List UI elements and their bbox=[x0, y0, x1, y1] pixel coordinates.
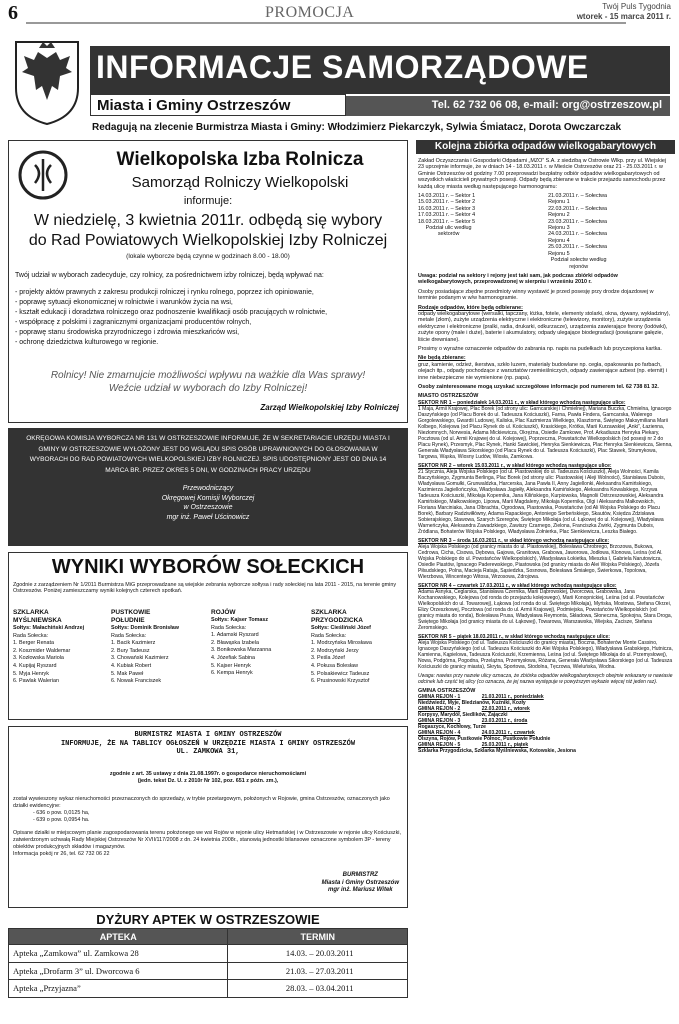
sector-block bbox=[418, 634, 673, 670]
list-item: 15.03.2011 r. – Sektor 2 bbox=[418, 199, 476, 206]
list-item: 3. Peśla Józef bbox=[311, 655, 345, 662]
region-heading: GMINA REJON - 1 bbox=[418, 694, 461, 701]
village-name: SZKLARKA bbox=[13, 609, 49, 616]
column-header: APTEKA bbox=[9, 929, 228, 945]
list-item: 6. Nowak Franciszek bbox=[111, 678, 162, 685]
bulky-waste-body bbox=[416, 154, 675, 754]
council-label: Rada Sołecka: bbox=[111, 632, 147, 639]
list-item: 2. Bławąska Izabela bbox=[211, 639, 259, 646]
region-block bbox=[418, 742, 673, 754]
column-header: TERMIN bbox=[228, 929, 408, 945]
header-contact: Tel. 62 732 06 08, e-mail: org@ostrzeszow.pl bbox=[431, 99, 662, 111]
list-item: 25.03.2011 r. – Sołectwa Rejonu 5 bbox=[548, 244, 608, 257]
top-rule bbox=[26, 22, 626, 24]
region-date: 22.03.2011 r., wtorek bbox=[481, 706, 530, 713]
commune-list bbox=[418, 694, 673, 754]
okw-notice bbox=[8, 428, 408, 546]
schedule-note: Podział ulic według sektorów bbox=[425, 225, 472, 238]
region-villages: Rogaszyce, Kochłowy, Turze bbox=[418, 724, 486, 731]
schedule-commune bbox=[548, 193, 673, 270]
region-date: 24.03.2011 r., czwartek bbox=[481, 730, 535, 737]
region-date: 21.03.2011 r., poniedziałek bbox=[481, 694, 544, 701]
mayor-notice bbox=[8, 726, 408, 908]
list-item: 1. Bacik Kazimierz bbox=[111, 640, 156, 647]
editors-line: Redagują na zlecenie Burmistrza Miasta i Gminy: Włodzimierz Piekarczyk, Sylwia Śmiatacz, Dorota Owczarczak bbox=[92, 122, 622, 133]
wir-note: (lokale wyborcze będą czynne w godzinach 8.00 - 18.00) bbox=[126, 253, 290, 260]
sector-block bbox=[418, 538, 673, 580]
soltys-intro: Zgodnie z zarządzeniem Nr 1/2011 Burmistrza MiG przeprowadzane są wiejskie zebrania wyborcze sołtysa i rady sołeckiej na lata 2011 - 2015, na terenie gminy Ostrzeszów. Poniżej zamieszczamy wyniki kolejnych czterech spotkań. bbox=[13, 582, 397, 595]
rejected-heading: Nie będą zbierane: bbox=[418, 355, 466, 362]
wir-appeal bbox=[9, 369, 407, 395]
table-row bbox=[9, 945, 408, 963]
region-heading: GMINA REJON - 3 bbox=[418, 718, 461, 725]
sector-streets: 1 Maja, Armii Krajowej, Plac Borek (od strony ulic: Garncarskiej i Chmielnej), Mariana Buczka, Chmielna, Ignacego Daszyńskiego (od Placu Borek do ul. Tadeusza Kościuszki), Farna, Pawła Findera, Garncarska, Walerego Gorgolewskiego, Gwardii Ludowej, Kaliska, Plac Kazimierza Wielkiego, Klasztorna, Świętego Maksymiliana Marii Kolbego, Kolejowa (od Placu Rynek do ul. Kościuszki), Krasickiego, Krótka, Marii Kurzawskiej „Anki”, Łazienna, Niezłomnych, Norwesia, Adama Mickiewicza, Okrężna, Osiedle Zamkowe, Prof. Arkadiusza Henryka Piekary, Pocztowa (od ul. Armii Krajowej do ul. Kolejowej), Poprzeczna, Powstańców Wielkopolskich (od posesji nr 2 do Placu Rynek), Przesmyk, Plac Rynek, Hanki Sawickiej, Henryka Sienkiewicza, Plac Henryka Sienkiewicza, Sienna, Generała Władysława Sikorskiego (od Placu Rynek do ul. Tadeusza Kościuszki), Plac Stawek, Strumykowa, Targowa, Wąska, Wiosny Ludów, Wiosła, Zamkowa. bbox=[418, 405, 673, 460]
header-subtitle-box bbox=[90, 94, 346, 116]
village-column bbox=[211, 609, 309, 678]
list-item: 5. Polsakiewicz Tadeusz bbox=[311, 670, 370, 677]
region-block bbox=[418, 718, 673, 730]
contact-paragraph: Osoby zainteresowane mogą uzyskać szczegółowe informacje pod numerem tel. 62 738 81 32. bbox=[418, 384, 659, 390]
wir-intro: Twój udział w wyborach zadecyduje, czy rolnicy, za pośrednictwem izby rolniczej, będą wpływać na: bbox=[15, 272, 324, 279]
header-subtitle: Miasta i Gminy Ostrzeszów bbox=[97, 97, 291, 114]
sector-block bbox=[418, 400, 673, 460]
header-title: INFORMACJE SAMORZĄDOWE bbox=[96, 49, 589, 85]
list-item: 4. Józefiak Sabina bbox=[211, 654, 256, 661]
list-item: 21.03.2011 r. – Sołectwa Rejonu 1 bbox=[548, 193, 608, 206]
sector-heading: SEKTOR NR 3 – środa 16.03.2011 r., w skład którego wchodzą następujące ulice: bbox=[418, 537, 610, 544]
village-column bbox=[311, 609, 409, 686]
wir-headline-2: do Rad Powiatowych Wielkopolskiej Izby Rolniczej bbox=[28, 232, 388, 249]
list-item: 3. Chowański Kazimierz bbox=[111, 655, 169, 662]
region-villages: Niedźwiedź, Myje, Bledzianów, Kuźniki, Kozły bbox=[418, 700, 526, 707]
village-name: PRZYGODZICKA bbox=[311, 617, 363, 624]
list-item: 2. Bury Tadeusz bbox=[111, 647, 150, 654]
wir-name: Wielkopolska Izba Rolnicza bbox=[116, 149, 364, 170]
region-date: 23.03.2011 r., środa bbox=[481, 718, 528, 725]
okw-sign-line: Przewodniczący bbox=[182, 485, 234, 492]
council-label: Rada Sołecka: bbox=[211, 624, 247, 631]
pharmacy-cell: Apteka „Przyjazna” bbox=[9, 980, 228, 998]
term-cell: 28.03. – 03.04.2011 bbox=[228, 980, 408, 998]
wir-logo-icon bbox=[17, 149, 69, 201]
term-cell: 14.03. – 20.03.2011 bbox=[228, 945, 408, 963]
council-label: Rada Sołecka: bbox=[13, 632, 49, 639]
bulky-waste-title: Kolejna zbiórka odpadów wielkogabarytowych bbox=[416, 140, 675, 154]
legal-line: (jedn. tekst Dz. U. z 2010r Nr 102, poz. 651 z późn. zm.), bbox=[137, 778, 279, 784]
accepted-heading: Rodzaje odpadów, które będą odbierane: bbox=[418, 304, 523, 311]
sector-streets: Adama Asnyka, Ceglarska, Stanisława Czernika, Marii Dąbrowskiej, Dworcowa, Grabowska, Jana Kochanowskiego, Kolejowa (od ronda do przejazdu kolejowego), Marii Konopnickiej, Leśna (od ul. Powstańców Wielkopolskich do ul. Towarowej), Łąkowa (od ronda do ul. Świętego Mikołaja), Myńska, Mostowa, Stefana Okrzei, Elizy Orzeszkowej, Pocztowa (od ronda do ul. Armii Krajowej), Podmiejska, Powstańców Wielkopolskich (od granicy miasta do ronda), Bolesława Prusa, Władysława Reymonta, Składowa, Słoneczna, Spokojna, Stara Droga, Świętego Mikołaja (od granicy miasta do ul. Łąkowej), Towarowa, Warszawska, Wiejska, Zacisze, Stefana Żeromskiego. bbox=[418, 588, 673, 631]
city-heading: MIASTO OSTRZESZÓW bbox=[418, 393, 479, 400]
list-item: - kształt edukacji i doradztwa rolniczego oraz podnoszenie kwalifikacji osób pracujących w rolnictwie, bbox=[15, 309, 328, 316]
list-item: 2. Modrzyński Jerzy bbox=[311, 647, 359, 654]
list-item: 23.03.2011 r. – Sołectwa Rejonu 3 bbox=[548, 218, 608, 232]
sector-streets: Aleja Wojska Polskiego (od ul. Tadeusza Kościuszki do granicy miasta), Boczna, Bohaterów Monte Cassino, Ignacego Daszyńskiego (od ul. Tadeusza Kościuszki do Alei Wojska Polskiego), Władysława Grabskiego, Hutnicza, Kamienna, Kąpielowa, Tadeusza Kościuszki, Krzemienna, Leśna (od ul. Świętego Mikołaja do ul. Przemysłowej), Nowa, Podgórna, Pogodna, Przelążna, Przemysłowa, Różana, Generała Władysława Sikorskiego (od ul. Tadeusza Kościuszki do granicy miasta), Skryta, Sportowa, Stodolna, Tęczowa, Wieluńska, Wodna. bbox=[418, 639, 673, 670]
wir-headline bbox=[15, 211, 401, 251]
list-item: 1. Modrzyńska Mirosława bbox=[311, 640, 372, 647]
pharmacy-duty-table bbox=[8, 928, 408, 998]
list-item: 3. Bonikowska Marzanna bbox=[211, 647, 272, 654]
accepted-paragraph: odpady wielkogabarytowe (wersalki, tapczany, łóżka, fotele, elementy stolarki, okna, dywany, wykładziny), metale (złom), zużyte urządzenia elektryczne i elektroniczne (telewizory, monitory), zużyte urządzenia elektryczne i elektroniczne (pralki, radia, drukarki, odkurzacze), urządzenia zawierające freony (lodówki), zużyte opony (małe i duże), baterie i akumulatory, odpady ulegające biodegradacji (powiązane gałęzie, liście drewniane). bbox=[418, 310, 671, 343]
region-block bbox=[418, 694, 673, 706]
title-line: INFORMUJE, ŻE NA TABLICY OGŁOSZEŃ W URZĘDZIE MIASTA I GMINY OSTRZESZÓW bbox=[60, 739, 356, 748]
wir-appeal-2: Weźcie udział w wyborach do Izby Rolniczej! bbox=[108, 383, 308, 394]
soltys-title: WYNIKI WYBORÓW SOŁECKICH bbox=[51, 556, 365, 578]
rejected-paragraph: gruz, kamienie, odzież, ikerstwa, szkło luzem, materiały budowlane np. cegła, opakowania po farbach, olejach itp., odpady pochodzące z warsztatów rzemieślniczych, odpady zawierające azbest (np. eternit) i inne niebezpieczne nie wymienione (np. papa). bbox=[418, 361, 667, 381]
sector-heading: SEKTOR NR 2 – wtorek 15.03.2011 r., w skład którego wchodzą następujące ulice: bbox=[418, 462, 612, 469]
list-item: 5. Kajser Henryk bbox=[211, 662, 251, 669]
note-paragraph: Prosimy o wyraźne oznaczenie odpadów do zabrania np. napis na pudełkach lub przyczepiona kartka. bbox=[418, 345, 662, 352]
village-name: POŁUDNIE bbox=[111, 617, 145, 624]
list-item: 5. Mak Paweł bbox=[111, 670, 144, 677]
region-date: 25.03.2011 r., piątek bbox=[481, 742, 529, 749]
title-line: UL. ZAMKOWA 31, bbox=[176, 748, 240, 756]
sector-block bbox=[418, 583, 673, 631]
paper-masthead bbox=[577, 2, 671, 22]
intro-paragraph: Zakład Oczyszczania i Gospodarki Odpadami „MZO” S.A. z siedzibą w Ostrowie Wlkp. przy ul. Wiejskiej 23 uprzejmie informuje, że w dniach 14 - 18.03.2011 r. w Mieście Ostrzeszów oraz 21 - 25.03.2011 r. w Gminie Ostrzeszów od godziny 7.00 przeprowadzi bezpłatny odbiór odpadów wielkogabarytowych od wszystkich właścicieli prywatnych posesji. Odpady będą zbierane w trakcie przejazdu samochodu przez każdą ulicę miasta według następującego harmonogramu: bbox=[418, 158, 667, 190]
commune-heading: GMINA OSTRZESZÓW bbox=[418, 687, 476, 694]
table-row bbox=[9, 980, 408, 998]
mayor-notice-body bbox=[13, 796, 403, 858]
schedule-city bbox=[418, 193, 543, 270]
list-item: 22.03.2011 r. – Sołectwa Rejonu 2 bbox=[548, 205, 608, 219]
mayor-notice-legal bbox=[9, 771, 407, 785]
wir-subtitle: Samorząd Rolniczy Wielkopolski bbox=[131, 174, 349, 191]
header-band bbox=[90, 46, 670, 94]
section-label: PROMOCJA bbox=[265, 4, 355, 21]
mayor-signature bbox=[322, 872, 399, 895]
list-item: - współpracę z polskimi i zagranicznymi organizacjami producentów rolnych, bbox=[15, 319, 252, 326]
wir-appeal-1: Rolnicy! Nie zmarnujcie możliwości wpływu na ważkie dla Was sprawy! bbox=[50, 370, 366, 381]
table-row bbox=[9, 962, 408, 980]
sector-streets: 21 Stycznia, Aleja Wojska Polskiego (od ul. Piastowskiej do ul. Tadeusza Kościuszki), Aleja Wolności, Kamila Baczyńskiego, Zygmunta Berlinga, Plac Borek (od strony ulic: Piastowskiej i Aleji Wolności), Stanisława Dubois, Władysława Gomułki, Grunwaldzka, Harcerska, Jana Pawła II, Anny Jagiellonki, Aleksandra Kamińskiego, Kazimierza Jagiellończyka, Władysława Jagiełły, Aleksandra Kamińskiego, Aleksandra Kowalskiego, Krzywa Tadeusza Kościuszki, Mikołaja Kopernika, Jana Kilińskiego, Kurpiowska, Magnolii Ostrzeszowskiej, Aleksandra Kamińskiego, Małkowskiego, Lipowa, Marii Magdaleny, Mikołaja Kopernika, Olgi i Aleksandra Małkowskich, Floriana Marciniaka, Jana Olbrachta, Ogrodowa, Piastowska, Powstańców (od Ali Wojska Polskiego do Placu Borek), Barbary Radziwiłłówny, Adama Rapackiego, Antoniego Serbeńskiego, Skautów, Księdza Zdzisława Sobierajskiego, Stawowa, Szarych Szeregów, Świętego Mikołaja (od ul. Łąkowej do ul. Kolejowej), Władysława Warneńczyka, Aleksandra Zawadzkiego, Zawiszy Czarnego, Zielona, Franciszka Żwirki, Zygmunta Dubois, Źródlana, Bohaterów Wojska Polskiego, Władysława Żołnierka, Plac Sienkiewicza, Leszka Białego. bbox=[418, 468, 665, 535]
pharmacy-cell: Apteka „Zamkowa” ul. Zamkowa 28 bbox=[9, 945, 228, 963]
region-block bbox=[418, 730, 673, 742]
wir-informs: informuje: bbox=[183, 195, 233, 207]
sector-list bbox=[418, 400, 673, 685]
wir-signature: Zarząd Wielkopolskiej Izby Rolniczej bbox=[260, 403, 399, 412]
region-heading: GMINA REJON - 2 bbox=[418, 706, 461, 713]
list-item: 5. Myja Henryk bbox=[13, 670, 49, 677]
okw-signature bbox=[8, 484, 408, 522]
title-line: BURMISTRZ MIASTA I GMINY OSTRZESZÓW bbox=[134, 731, 282, 739]
council-label: Rada Sołecka: bbox=[311, 632, 347, 639]
wir-announcement bbox=[8, 140, 408, 423]
village-name: PUSTKOWIE bbox=[111, 609, 151, 616]
note-paragraph: Uwaga: podział na sektory i rejony jest taki sam, jak podczas zbiórki odpadów wielkogabarytowych, przeprowadzonej w sierpniu i wrześniu 2010 r. bbox=[418, 272, 618, 286]
village-election-results bbox=[8, 552, 408, 720]
wir-headline-1: W niedzielę, 3 kwietnia 2011r. odbędą się wybory bbox=[33, 212, 383, 229]
list-item: 4. Pokusa Bolesław bbox=[311, 662, 359, 669]
okw-sign-line: Okręgowej Komisji Wyborczej bbox=[161, 494, 255, 502]
list-item: 14.03.2011 r. – Sektor 1 bbox=[418, 193, 476, 200]
body-paragraph: został wywieszony wykaz nieruchomości przeznaczonych do sprzedaży, w trybie przetargowym, położonych w Rojowie, gmina Ostrzeszów, oznaczonych jako działki ewidencyjne: bbox=[13, 796, 390, 809]
schedule-note: Podział sołectw według rejonów bbox=[550, 257, 607, 270]
list-item: 4. Kupijaj Ryszard bbox=[13, 662, 57, 669]
sign-line: Miasta i Gminy Ostrzeszów bbox=[321, 879, 399, 886]
body-line: - 639 o pow. 0,0954 ha. bbox=[33, 817, 90, 823]
schedule bbox=[418, 193, 673, 270]
list-item: 1. Adamski Ryszard bbox=[211, 632, 259, 639]
body-line: Informacja pokój nr 26, tel. 62 732 06 22 bbox=[13, 851, 110, 857]
list-item: 4. Kubiak Robert bbox=[111, 662, 152, 669]
sign-line: mgr inż. Mariusz Witek bbox=[328, 887, 393, 893]
sector-note: Uwaga: nawias przy nazwie ulicy oznacza, że zbiórka odpadów wielkogabarytowych obejmie wskazany w nawiasie odcinek lub część tej ulicy (co oznacza, że jej nazwa występuje w powyższym wykazie więcej niż jeden raz). bbox=[418, 672, 673, 685]
list-item: - poprawę sytuacji ekonomicznej w rolnictwie i warunków życia na wsi, bbox=[15, 299, 233, 306]
sector-streets: Aleja Wojska Polskiego (od granicy miasta do ul. Piastowskiej), Bolesława Chrobrego, Brzozowa, Bukowa, Cedrowa, Cicha, Cisowa, Dębowa, Gajowa, Granitowa, Grabowa, Jaworowa, Jodłowa, Klonowa, Leśna (od Al. Wojska Polskiego do ul. Powstańców Wielkopolskich), Władysława Łokietka, Mieszka I, Gabriela Narutowicza, Osiedle Piastów, Ignacego Paderewskiego, Piastowska (od granicy miasta do Alei Wojska Polskiego), Józefa Piłsudskiego, Polna, Macieja Rataja, Sąsiedzka, Sosnowa, Bolesława Śmiałego, Świerkowa, Topolowa, Wierzbowa, Wincentego Witosa, Wrzosowa, Zdrojowa. bbox=[418, 543, 663, 580]
list-item: 6. Kempa Henryk bbox=[211, 670, 253, 677]
okw-sign-line: mgr inż. Paweł Uścinowicz bbox=[166, 513, 250, 521]
list-item: 24.03.2011 r. – Sołectwa Rejonu 4 bbox=[548, 231, 608, 244]
sign-line: BURMISTRZ bbox=[342, 872, 378, 878]
okw-text: OKRĘGOWA KOMISJA WYBORCZA NR 131 W OSTRZESZOWIE INFORMUJE, ŻE W SEKRETARIACIE URZĘDU MIASTA I GMINY W OSTRZESZOWIE WYŁOŻONY JEST DO WGLĄDU SPIS OSÓB UPRAWNIONYCH DO GŁOSOWANIA W WYBORACH DO RAD POWIATOWYCH WIELKOPOLSKIEJ IZBY ROLNICZEJ. SPIS UDOSTĘPNIONY JEST OD DNIA 14 MARCA BR. PRZEZ OKRES 5 DNI, W GODZINACH PRACY URZĘDU bbox=[26, 435, 390, 474]
page-number: 6 bbox=[8, 2, 18, 24]
soltys-name: Sołtys: Dominik Bronisław bbox=[111, 625, 179, 631]
village-column bbox=[111, 609, 209, 686]
paper-name: Twój Puls Tygodnia bbox=[602, 2, 671, 11]
sector-heading: SEKTOR NR 4 – czwartek 17.03.2011 r., w skład którego wchodzą następujące ulice: bbox=[418, 582, 617, 589]
region-villages: Szklarka Przygodzicka, Szklarka Myślniewska, Kotowskie, Jesiona bbox=[418, 748, 576, 755]
table-header-row bbox=[9, 929, 408, 945]
sector-heading: SEKTOR NR 1 – poniedziałek 14.03.2011 r., w skład którego wchodzą następujące ulice: bbox=[418, 399, 626, 406]
body-line: - 636 o pow. 0,0125 ha, bbox=[33, 810, 90, 816]
soltys-name: Sołtys: Małachiński Andrzej bbox=[13, 625, 85, 631]
region-villages: Korpysy, Marydół, Siedlików, Zajączki bbox=[418, 712, 508, 719]
paper-date: wtorek - 15 marca 2011 r. bbox=[576, 12, 671, 21]
wir-list bbox=[15, 288, 403, 348]
region-villages: Olszyna, Rojów, Pustkowie Północ, Pustkowie Południe bbox=[418, 736, 551, 743]
pharmacy-duty-title: DYŻURY APTEK W OSTRZESZOWIE bbox=[96, 912, 320, 927]
sector-heading: SEKTOR NR 5 – piątek 18.03.2011 r., w skład którego wchodzą następujące ulice: bbox=[418, 633, 610, 640]
sector-block bbox=[418, 463, 673, 535]
bulky-waste-column bbox=[416, 140, 675, 1020]
soltys-name: Sołtys: Kajser Tomasz bbox=[211, 617, 269, 623]
okw-sign-line: w Ostrzeszowie bbox=[183, 504, 233, 511]
legal-line: zgodnie z art. 35 ustawy z dnia 21.08.1997r. o gospodarce nieruchomościami bbox=[109, 771, 307, 777]
note-paragraph: Osoby posiadające zbędne przedmioty winny wystawić je przed posesję przy drodze dojazdowej w terminie podanym w w/w harmonogramie. bbox=[418, 288, 654, 302]
list-item: 6. Prusinowski Krzysztof bbox=[311, 678, 370, 685]
village-name: ROJÓW bbox=[211, 609, 236, 616]
region-heading: GMINA REJON - 4 bbox=[418, 730, 461, 737]
list-item: - poprawę stanu środowiska przyrodniczego i zdrowia mieszkańców wsi, bbox=[15, 329, 240, 336]
list-item: 16.03.2011 r. – Sektor 3 bbox=[418, 205, 476, 212]
list-item: 3. Kozłowska Mariola bbox=[13, 655, 64, 662]
pharmacy-cell: Apteka „Drofarm 3” ul. Dworcowa 6 bbox=[9, 962, 228, 980]
list-item: 6. Pawlak Walerian bbox=[13, 678, 59, 685]
region-heading: GMINA REJON - 5 bbox=[418, 742, 461, 749]
term-cell: 21.03. – 27.03.2011 bbox=[228, 962, 408, 980]
list-item: 17.03.2011 r. – Sektor 4 bbox=[418, 212, 476, 219]
village-name: SZKLARKA bbox=[311, 609, 347, 616]
list-item: - projekty aktów prawnych z zakresu produkcji rolniczej i rynku rolnego, poprzez ich opiniowanie, bbox=[15, 289, 314, 296]
coat-of-arms-icon bbox=[12, 38, 82, 126]
header-contact-bar bbox=[346, 96, 670, 116]
soltys-name: Sołtys: Cieśliński Józef bbox=[311, 625, 371, 631]
mayor-notice-title bbox=[9, 731, 407, 757]
list-item: 18.03.2011 r. – Sektor 5 bbox=[418, 218, 476, 225]
list-item: - ochronę dziedzictwa kulturowego w regionie. bbox=[15, 339, 159, 346]
list-item: 1. Berger Renata bbox=[13, 640, 55, 647]
body-paragraph: Opisane działki w miejscowym planie zagospodarowania terenu położonego we wsi Rojów w rejonie ulicy Hetmańskiej i w Ostrzeszowie w rejonie ulicy Kościuszki, zatwierdzonym uchwałą Rady Miejskiej Ostrzeszów Nr XVII/117/2008 z dn. 24 kwietnia 2008r., stanowią jednostki bilansowe oznaczone symbolem 3P - tereny obiektów produkcyjnych składów i magazynów. bbox=[13, 830, 401, 850]
village-name: MYŚLNIEWSKA bbox=[13, 617, 62, 624]
village-column bbox=[13, 609, 111, 686]
list-item: 2. Koszmider Waldemar bbox=[13, 647, 71, 654]
region-block bbox=[418, 706, 673, 718]
